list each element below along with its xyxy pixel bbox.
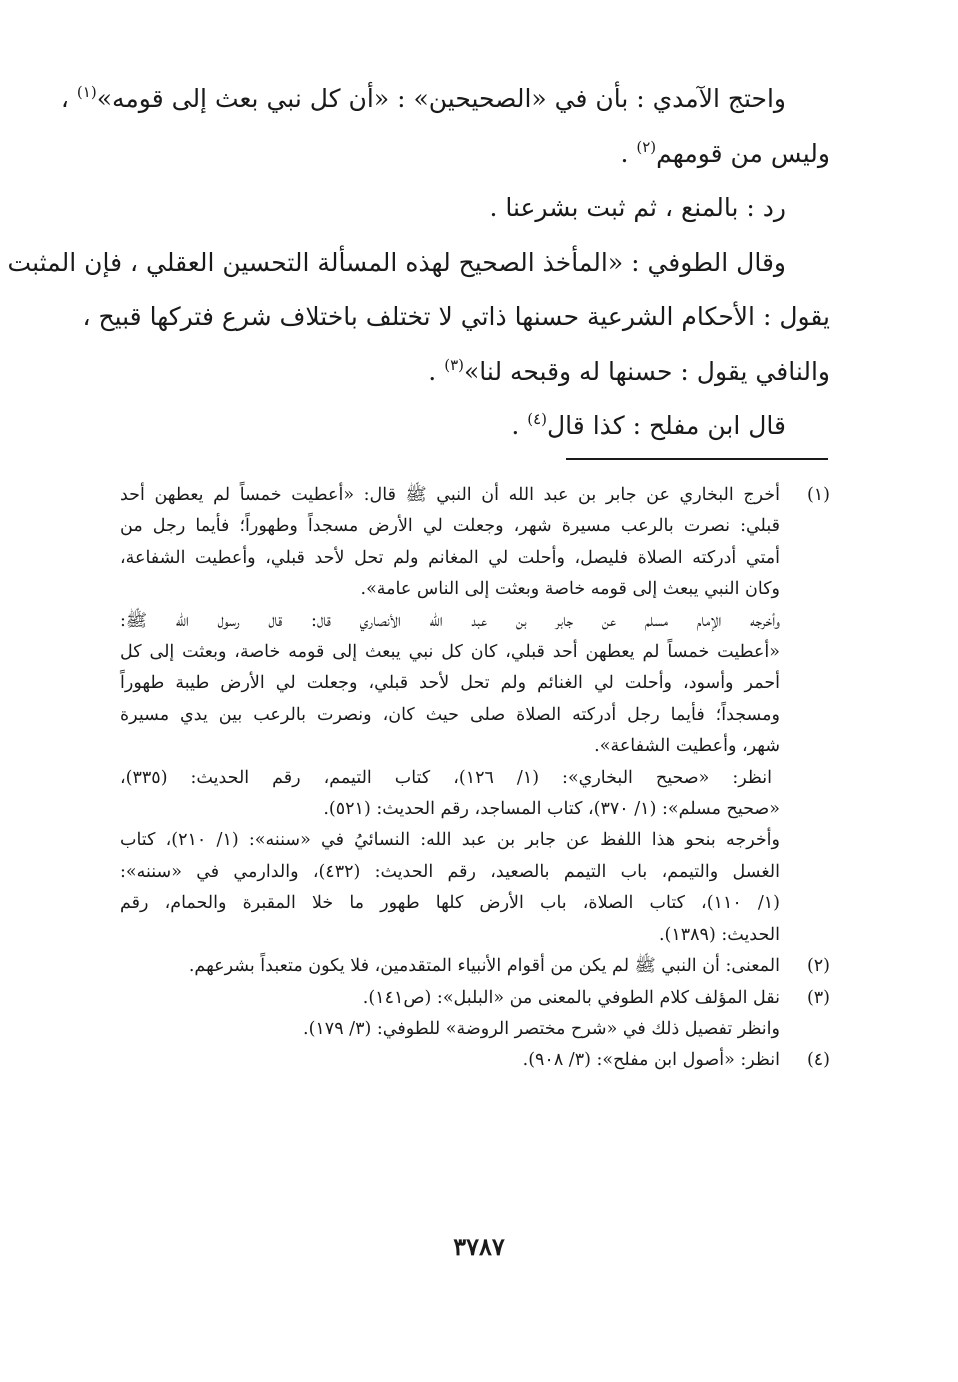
main-line: وقال الطوفي : «المأخذ الصحيح لهذه المسألة التحسين العقلي ، فإن المثبت (7, 247, 786, 277)
footnote-line: وكان النبي يبعث إلى قومه خاصة وبعثت إلى الناس عامة». (360, 579, 780, 600)
footnote-number: (٢) (806, 956, 830, 977)
page-number: ٣٧٨٧ (453, 1232, 505, 1261)
footnote-ref[interactable]: (٤) (527, 410, 548, 428)
footnote-line: قبلي: نصرت بالرعب مسيرة شهر، وجعلت لي الأرض مسجداً وطهوراً؛ فأيما رجل من (120, 516, 780, 537)
main-line: والنافي يقول : حسنها له وقبحه لنا»$^{(٣)}$ . (428, 355, 830, 386)
footnote-4: (٤)انظر: «أصول ابن مفلح»: (٣/ ٩٠٨). (120, 1045, 830, 1076)
main-line: واحتج الآمدي : بأن في «الصحيحين» : «أن كل نبي بعث إلى قومه»$^{(١)}$ ، (60, 83, 786, 113)
footnote-ref[interactable]: (٣) (444, 355, 464, 374)
footnote-line: «أعطيت خمساً لم يعطهن أحد قبلي، كان كل نبي يبعث إلى قومه خاصة، وبعثت إلى كل (120, 642, 780, 663)
footnote-1: (١)أخرج البخاري عن جابر بن عبد الله أن النبي ﷺ قال: «أعطيت خمساً لم يعطهن أحد (120, 480, 830, 511)
footnote-3: (٣)نقل المؤلف كلام الطوفي بالمعنى من «البلبل»: (ص١٤١). (120, 983, 830, 1014)
main-line: يقول : الأحكام الشرعية حسنها ذاتي لا تختلف باختلاف شرع فتركها قبيح ، (82, 302, 830, 331)
footnote-ref[interactable]: (١) (76, 83, 97, 101)
footnotes (120, 480, 830, 1077)
footnote-line: الحديث: (١٣٨٩). (658, 924, 780, 945)
footnote-line: ومسجداً؛ فأيما رجل أدركته الصلاة صلى حيث كان، ونصرت بالرعب بين يدي مسيرة (120, 704, 780, 725)
footnote-line: وأخرجه الإمام مسلم عن جابر بن عبد الله الأنصاري قال: قال رسول الله ﷺ: (120, 610, 780, 631)
footnote-line: (١/ ١١٠)، كتاب الصلاة، باب الأرض كلها طهور ما خلا المقبرة والحمام، رقم (120, 893, 780, 914)
footnote-line: «صحيح مسلم»: (١/ ٣٧٠)، كتاب المساجد، رقم الحديث: (٥٢١). (323, 799, 780, 820)
footnote-number: (٣) (806, 987, 830, 1008)
main-line: وليس من قومهم$^{(٢)}$ . (620, 137, 830, 168)
footnote-line: انظر: «صحيح البخاري»: (١/ ١٢٦)، كتاب التيمم، رقم الحديث: (٣٣٥)، (120, 767, 772, 788)
main-line: قال ابن مفلح : كذا قال$^{(٤)}$ . (511, 410, 786, 440)
footnote-line: الغسل والتيمم، باب التيمم بالصعيد، رقم الحديث: (٤٣٢)، والدارمي في «سننه»: (120, 861, 780, 882)
main-line: رد : بالمنع ، ثم ثبت بشرعنا . (489, 193, 786, 222)
footnote-line: وانظر تفصيل ذلك في «شرح مختصر الروضة» للطوفي: (٣/ ١٧٩). (303, 1018, 780, 1039)
footnote-line: أمتي أدركته الصلاة فليصل، وأحلت لي المغانم ولم تحل لأحد قبلي، وأعطيت الشفاعة، (120, 547, 780, 568)
footnote-2: (٢)المعنى: أن النبي ﷺ لم يكن من أقوام الأنبياء المتقدمين، فلا يكون متعبداً بشرعهم. (120, 951, 830, 982)
footnote-number: (٤) (806, 1050, 830, 1071)
footnote-number: (١) (806, 485, 830, 505)
footnote-line: أحمر وأسود، وأحلت لي الغنائم ولم تحل لأحد قبلي، وجعلت لي الأرض طيبة طهوراً (120, 673, 780, 694)
footnote-ref[interactable]: (٢) (636, 137, 657, 156)
footnote-line: شهر، وأعطيت الشفاعة». (594, 736, 780, 757)
main-text (7, 72, 830, 454)
footnote-divider (566, 458, 828, 460)
footnote-line: وأخرجه بنحو هذا اللفظ عن جابر بن عبد الله: النسائيُ في «سننه»: (١/ ٢١٠)، كتاب (120, 830, 780, 851)
